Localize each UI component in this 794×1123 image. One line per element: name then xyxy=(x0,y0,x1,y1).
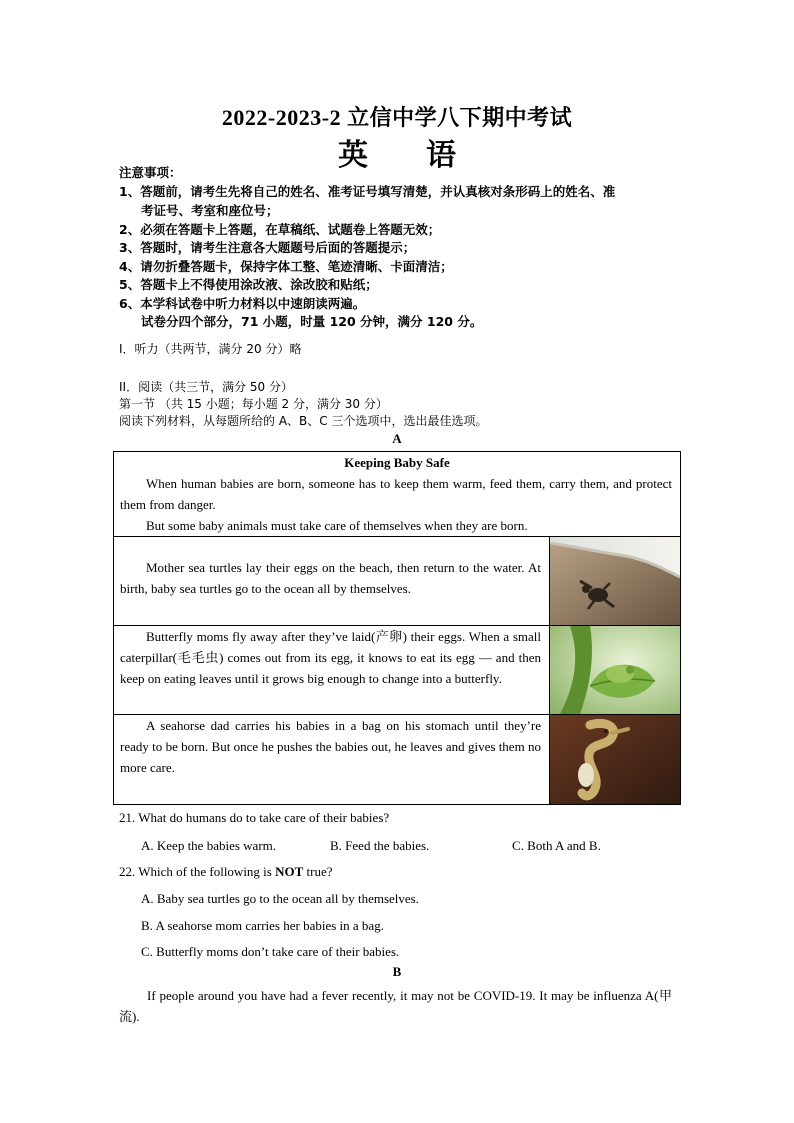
section-listening: I．听力（共两节，满分 20 分）略 xyxy=(119,342,302,356)
passage-a-intro-1: When human babies are born, someone has to keep them warm, feed them, carry them, and protect them from danger. xyxy=(120,476,672,512)
seahorse-text-cell xyxy=(114,715,550,805)
question-22 xyxy=(119,864,333,880)
subject-char-2: 语 xyxy=(426,139,456,172)
passage-label-b: B xyxy=(392,964,402,979)
notice-heading: 注意事项： xyxy=(119,165,182,180)
notice-summary: 试卷分四个部分，71 小题，时量 120 分钟，满分 120 分。 xyxy=(141,314,483,329)
q22-not-emphasis: NOT xyxy=(275,864,304,879)
caterpillar-on-leaf-photo xyxy=(550,626,680,714)
butterfly-text-cell xyxy=(114,626,550,715)
baby-sea-turtle-photo xyxy=(550,537,680,625)
q21-option-a: A. Keep the babies warm. xyxy=(141,838,277,853)
turtle-image-cell xyxy=(550,537,681,626)
q22-text-post: true? xyxy=(303,864,333,879)
caterpillar-image-cell xyxy=(550,626,681,715)
notice-item-6: 6、本学科试卷中听力材料以中速朗读两遍。 xyxy=(119,296,366,311)
notice-item-5: 5、答题卡上不得使用涂改液、涂改胶和贴纸； xyxy=(119,277,378,292)
passage-a-intro-2: But some baby animals must take care of themselves when they are born. xyxy=(146,518,528,533)
seahorse-image-cell xyxy=(550,715,681,805)
section-reading-part1: 第一节 （共 15 小题；每小题 2 分，满分 30 分） xyxy=(119,397,388,411)
butterfly-paragraph: Butterfly moms fly away after they’ve laid(产卵) their eggs. When a small caterpillar(毛毛虫) comes out from its egg, it knows to eat its egg — and then keep on eating leaves until it grows big enough to change into a butterfly. xyxy=(120,629,541,686)
passage-b-paragraph: If people around you have had a fever recently, it may not be COVID-19. It may be influenza A(甲流). xyxy=(119,988,672,1024)
exam-title: 2022-2023-2 立信中学八下期中考试 xyxy=(221,105,573,130)
turtle-paragraph: Mother sea turtles lay their eggs on the beach, then return to the water. At birth, baby sea turtles go to the ocean all by themselves. xyxy=(120,560,541,596)
question-21: 21. What do humans do to take care of their babies? xyxy=(119,810,390,825)
seahorse-photo xyxy=(550,715,680,804)
notice-item-4: 4、请勿折叠答题卡，保持字体工整、笔迹清晰、卡面清洁； xyxy=(119,259,453,274)
passage-a-intro-cell xyxy=(114,452,681,537)
subject-char-1: 英 xyxy=(338,139,368,172)
turtle-text-cell xyxy=(114,537,550,626)
q22-text-pre: 22. Which of the following is xyxy=(119,864,276,879)
passage-label-a: A xyxy=(392,431,402,446)
section-reading-title: II．阅读（共三节，满分 50 分） xyxy=(119,380,293,394)
notice-item-3: 3、答题时，请考生注意各大题题号后面的答题提示； xyxy=(119,240,416,255)
q22-option-a: A. Baby sea turtles go to the ocean all by themselves. xyxy=(141,891,419,906)
notice-item-2: 2、必须在答题卡上答题，在草稿纸、试题卷上答题无效； xyxy=(119,222,441,237)
q22-option-c: C. Butterfly moms don’t take care of their babies. xyxy=(141,944,400,959)
seahorse-paragraph: A seahorse dad carries his babies in a bag on his stomach until they’re ready to be born. But once he pushes the babies out, he leaves and gives them no more care. xyxy=(120,718,541,775)
q22-option-b: B. A seahorse mom carries her babies in a bag. xyxy=(141,918,384,933)
q21-option-c: C. Both A and B. xyxy=(512,838,601,853)
notice-item-1-cont: 考证号、考室和座位号； xyxy=(141,203,279,218)
passage-a-table xyxy=(113,451,681,805)
section-reading-instruction: 阅读下列材料，从每题所给的 A、B、C 三个选项中，选出最佳选项。 xyxy=(119,414,488,428)
notice-item-1: 1、答题前，请考生先将自己的姓名、准考证号填写清楚，并认真核对条形码上的姓名、准 xyxy=(119,184,616,199)
passage-a-title: Keeping Baby Safe xyxy=(344,455,450,470)
q21-option-b: B. Feed the babies. xyxy=(330,838,430,853)
